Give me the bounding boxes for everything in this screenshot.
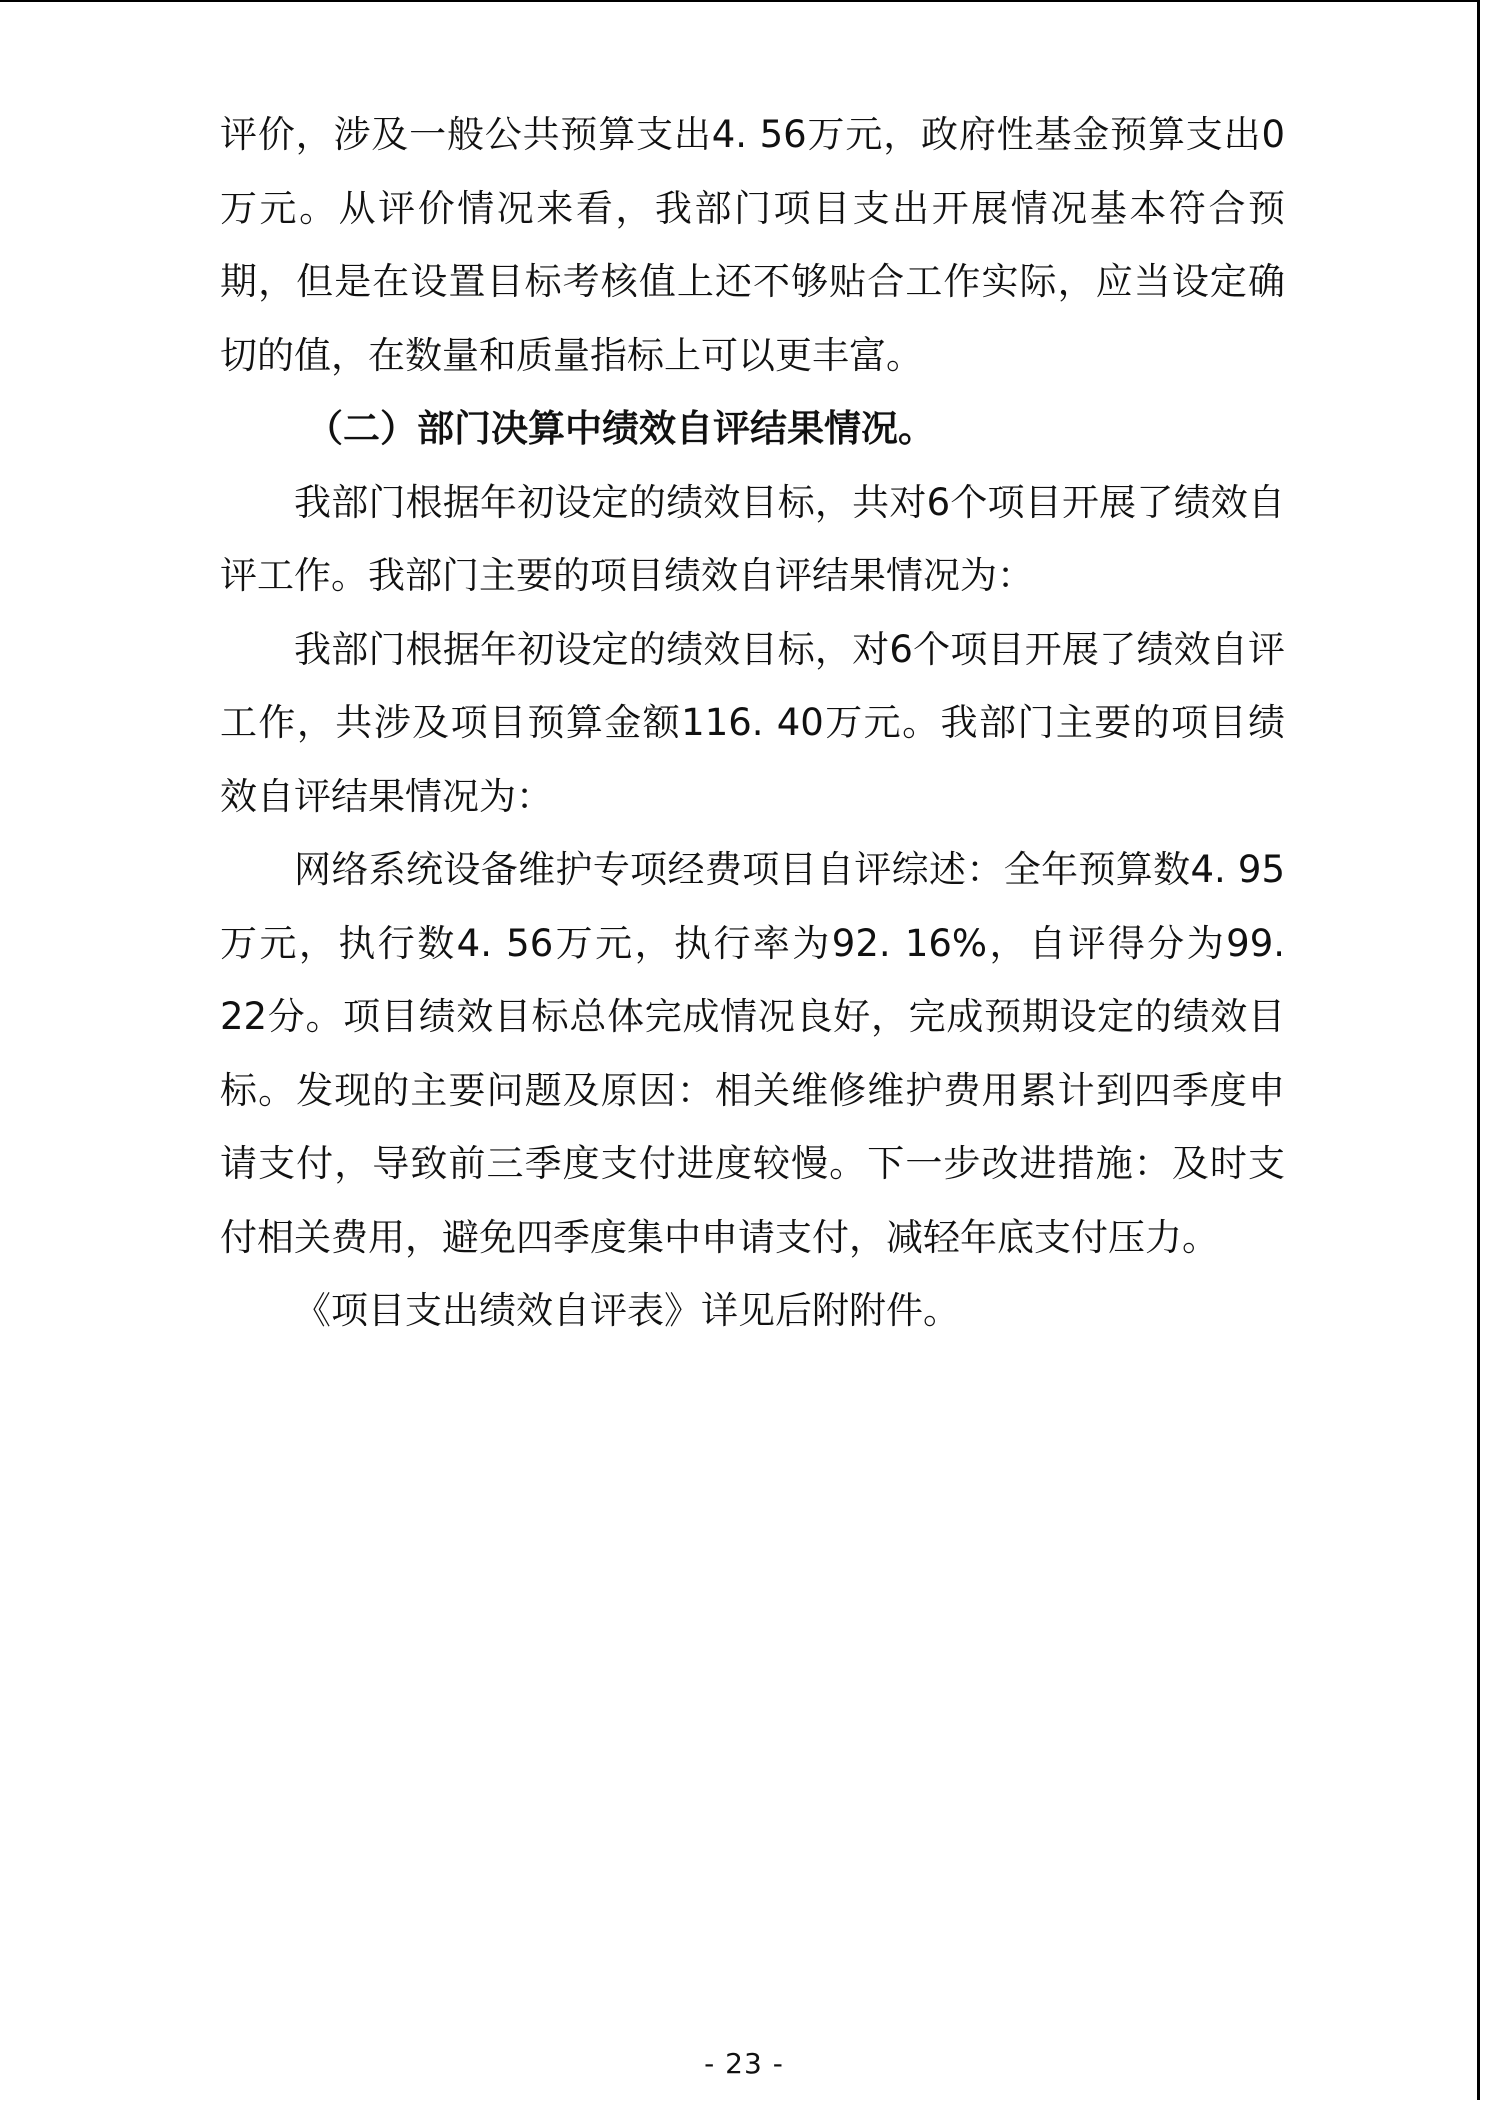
paragraph-network-maintenance-project: 网络系统设备维护专项经费项目自评综述：全年预算数4. 95万元，执行数4. 56万元，执行率为92. 16%，自评得分为99. 22分。项目绩效目标总体完成情况良好，完成预期设定的绩效目标。发现的主要问题及原因：相关维修维护费用累计到四季度申请支付，导致前三季度支付进度较慢。下一步改进措施：及时支付相关费用，避免四季度集中申请支付，减轻年底支付压力。 — [220, 848, 1285, 1259]
page-number: - 23 - — [704, 2047, 784, 2080]
paragraph-attachment-note: 《项目支出绩效自评表》详见后附附件。 — [294, 1289, 960, 1332]
paragraph-evaluation-summary: 评价，涉及一般公共预算支出4. 56万元，政府性基金预算支出0万元。从评价情况来看，我部门项目支出开展情况基本符合预期，但是在设置目标考核值上还不够贴合工作实际，应当设定确切的值，在数量和质量指标上可以更丰富。 — [220, 113, 1285, 377]
section-heading-self-evaluation-results: （二）部门决算中绩效自评结果情况。 — [306, 407, 935, 450]
document-body — [220, 98, 1285, 1348]
paragraph-six-projects-intro: 我部门根据年初设定的绩效目标，共对6个项目开展了绩效自评工作。我部门主要的项目绩效自评结果情况为： — [220, 480, 1285, 597]
paragraph-budget-amount: 我部门根据年初设定的绩效目标，对6个项目开展了绩效自评工作，共涉及项目预算金额116. 40万元。我部门主要的项目绩效自评结果情况为： — [220, 627, 1285, 818]
